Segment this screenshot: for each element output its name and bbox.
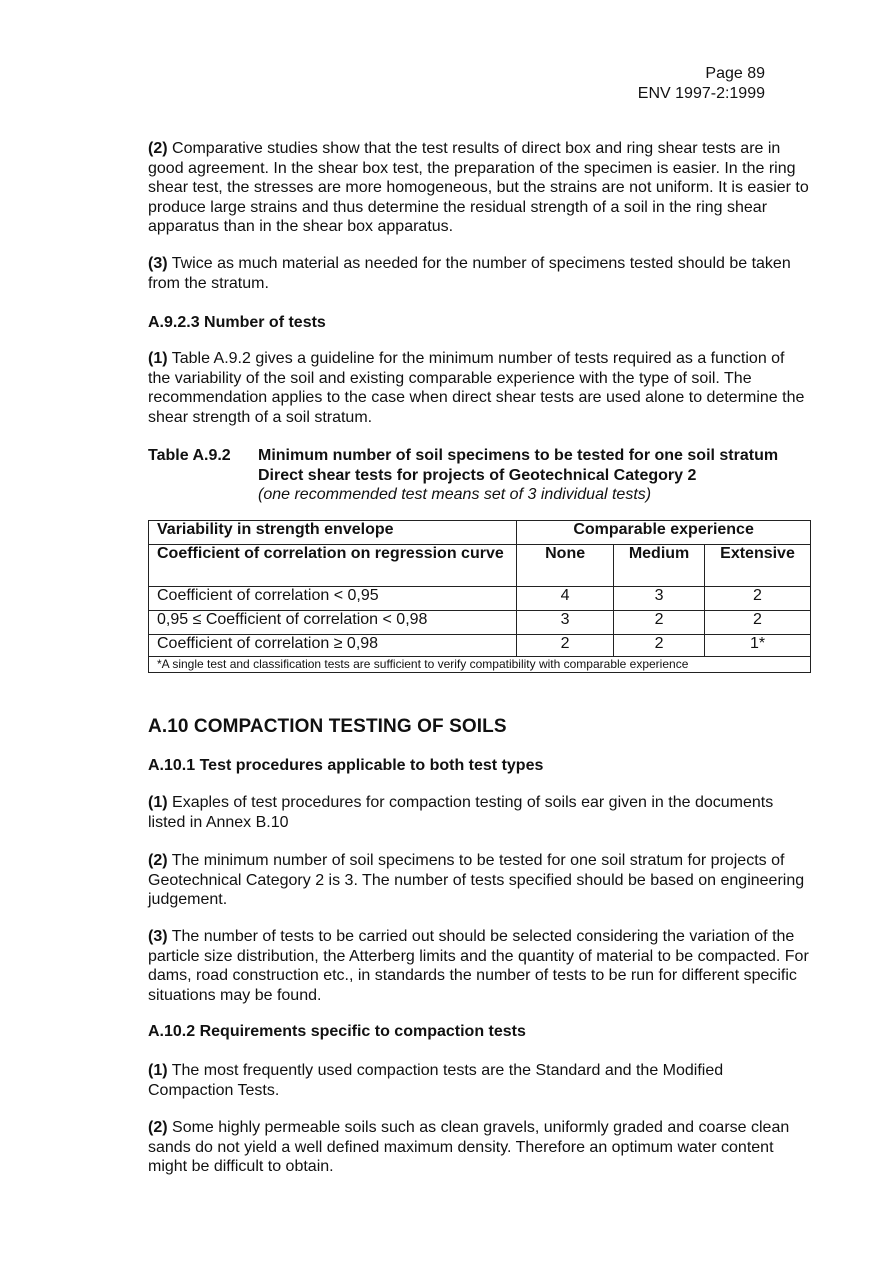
paragraph-shear-comparison [148, 139, 810, 237]
table-cell: 2 [517, 635, 614, 657]
paragraph-number: (3) [148, 928, 168, 945]
table-label: Table A.9.2 [148, 447, 231, 464]
paragraph-minimum-specimens [148, 851, 810, 910]
table-row [149, 587, 811, 611]
table-footnote: *A single test and classification tests are sufficient to verify compatibility with comparable experience [149, 657, 811, 673]
table-cell: 2 [705, 587, 811, 611]
paragraph-test-procedures [148, 793, 810, 832]
page-number: Page 89 [705, 65, 765, 82]
table-row [149, 635, 811, 657]
paragraph-text: The number of tests to be carried out should be selected considering the variation of the particle size distribution, the Atterberg limits and the quantity of material to be compacted. For dams, road construction etc., in standards the number of tests to be run for different specific situations may be found. [148, 928, 809, 1004]
row-label: Coefficient of correlation ≥ 0,98 [149, 635, 517, 657]
header-variability: Variability in strength envelope [149, 521, 517, 545]
paragraph-text: Some highly permeable soils such as clean gravels, uniformly graded and coarse clean sands do not yield a well defined maximum density. Therefore an optimum water content might be difficult to obtain. [148, 1119, 790, 1175]
paragraph-number: (1) [148, 350, 168, 367]
column-header: Extensive [705, 545, 811, 587]
paragraph-number: (3) [148, 255, 168, 272]
paragraph-material-quantity [148, 254, 810, 293]
row-label: 0,95 ≤ Coefficient of correlation < 0,98 [149, 611, 517, 635]
table-cell: 2 [705, 611, 811, 635]
paragraph-text: Exaples of test procedures for compaction testing of soils ear given in the documents listed in Annex B.10 [148, 794, 774, 831]
paragraph-number: (2) [148, 1119, 168, 1136]
table-subtitle: Direct shear tests for projects of Geotechnical Category 2 [258, 466, 697, 484]
header-comparable-experience: Comparable experience [517, 521, 811, 545]
paragraph-number: (2) [148, 852, 168, 869]
paragraph-number: (1) [148, 794, 168, 811]
paragraph-text: Table A.9.2 gives a guideline for the minimum number of tests required as a function of the variability of the soil and existing comparable experience with the type of soil. The recommendation applies to the case when direct shear tests are used alone to determine the shear strength of a soil stratum. [148, 350, 805, 426]
table-cell: 1* [705, 635, 811, 657]
shear-tests-table [148, 520, 811, 673]
page-header [638, 64, 765, 104]
table-cell: 2 [614, 611, 705, 635]
row-label: Coefficient of correlation < 0,95 [149, 587, 517, 611]
header-coefficient: Coefficient of correlation on regression curve [149, 545, 517, 587]
section-heading-a10: A.10 COMPACTION TESTING OF SOILS [148, 716, 507, 737]
document-id: ENV 1997-2:1999 [637, 85, 765, 102]
column-header: Medium [614, 545, 705, 587]
paragraph-permeable-soils [148, 1118, 810, 1177]
table-cell: 3 [614, 587, 705, 611]
table-footnote-row [149, 657, 811, 673]
table-cell: 2 [614, 635, 705, 657]
section-heading-a923: A.9.2.3 Number of tests [148, 314, 326, 331]
paragraph-text: The minimum number of soil specimens to be tested for one soil stratum for projects of Geotechnical Category 2 is 3. The number of tests specified should be based on engineering judgement. [148, 852, 805, 908]
paragraph-number: (1) [148, 1062, 168, 1079]
table-note: (one recommended test means set of 3 individual tests) [258, 486, 652, 503]
table-row [149, 611, 811, 635]
table-title: Minimum number of soil specimens to be tested for one soil stratum [258, 447, 779, 464]
column-header: None [517, 545, 614, 587]
table-cell: 4 [517, 587, 614, 611]
paragraph-number: (2) [148, 140, 168, 157]
table-cell: 3 [517, 611, 614, 635]
paragraph-text: Comparative studies show that the test results of direct box and ring shear tests are in good agreement. In the shear box test, the preparation of the specimen is easier. In the ring shear test, the stresses are more homogeneous, but the strains are not uniform. It is easier to produce large strains and thus determine the residual strength of a soil in the ring shear apparatus than in the shear box apparatus. [148, 140, 809, 235]
section-heading-a102: A.10.2 Requirements specific to compaction tests [148, 1023, 526, 1040]
paragraph-number-of-tests [148, 349, 810, 427]
section-heading-a101: A.10.1 Test procedures applicable to both test types [148, 757, 544, 774]
paragraph-number-selection [148, 927, 810, 1005]
paragraph-text: Twice as much material as needed for the number of specimens tested should be taken from the stratum. [148, 255, 791, 292]
paragraph-text: The most frequently used compaction tests are the Standard and the Modified Compaction Tests. [148, 1062, 724, 1099]
paragraph-compaction-tests [148, 1061, 810, 1100]
